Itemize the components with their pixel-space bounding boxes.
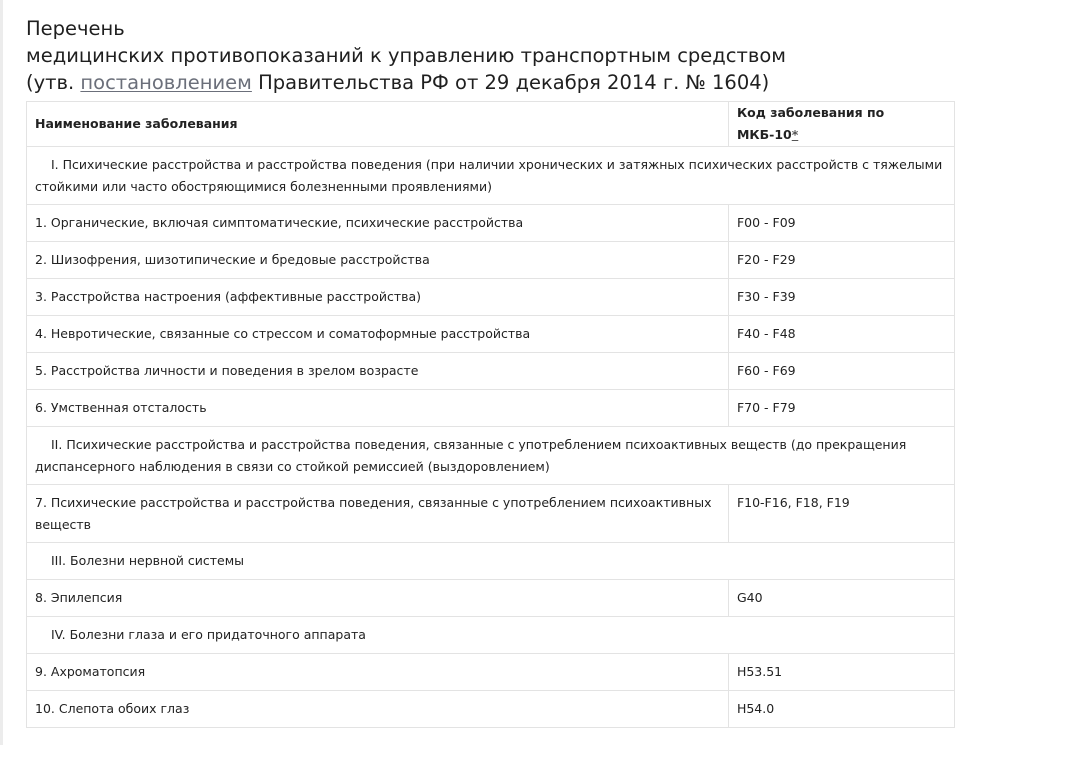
title-line-2: медицинских противопоказаний к управлению транспортным средством [26,44,787,67]
title-line-1: Перечень [26,17,125,40]
section-row [27,617,955,654]
disease-name-cell: 2. Шизофрения, шизотипические и бредовые расстройства [27,242,729,279]
section-cell [27,147,955,205]
disease-name-cell: 10. Слепота обоих глаз [27,691,729,728]
table-row [27,390,955,427]
section-cell [27,543,955,580]
header-icd-code [728,102,954,147]
section-cell [27,617,955,654]
disease-name-cell: 3. Расстройства настроения (аффективные расстройства) [27,279,729,316]
resolution-link[interactable]: постановлением [80,71,252,94]
section-title: I. Психические расстройства и расстройства поведения (при наличии хронических и затяжных психических расстройств с тяжелыми стойкими или часто обостряющимися болезненными проявлениями) [35,157,943,194]
title-line-3-prefix: (утв. [26,71,81,94]
section-row [27,543,955,580]
table-row [27,654,955,691]
title-line-3 [26,69,1026,96]
table-row [27,580,955,617]
header-icd-code-label: Код заболевания по МКБ-10 [736,105,885,142]
table-row [27,353,955,390]
disease-name-cell: 8. Эпилепсия [27,580,729,617]
icd-code-cell: H53.51 [728,654,954,691]
section-title: II. Психические расстройства и расстройства поведения, связанные с употреблением психоактивных веществ (до прекращения диспансерного наблюдения в связи со стойкой ремиссией (выздоровлением) [35,437,907,474]
disease-name-cell: 1. Органические, включая симптоматические, психические расстройства [27,205,729,242]
table-body [27,147,955,728]
icd-code-cell: F60 - F69 [728,353,954,390]
section-cell [27,427,955,485]
icd-code-cell: H54.0 [728,691,954,728]
icd-code-cell: F70 - F79 [728,390,954,427]
contraindications-table [26,101,955,728]
table-row [27,205,955,242]
icd-code-cell: F40 - F48 [728,316,954,353]
section-row [27,147,955,205]
disease-name-cell: 9. Ахроматопсия [27,654,729,691]
title-line-3-suffix: Правительства РФ от 29 декабря 2014 г. № 1604) [251,71,770,94]
table-row [27,485,955,543]
disease-name-cell: 7. Психические расстройства и расстройства поведения, связанные с употреблением психоактивных веществ [27,485,729,543]
icd-code-cell: F30 - F39 [728,279,954,316]
table-row [27,691,955,728]
icd-code-cell: F10-F16, F18, F19 [728,485,954,543]
icd-code-cell: F00 - F09 [728,205,954,242]
table-row [27,242,955,279]
header-disease-name: Наименование заболевания [27,102,729,147]
section-row [27,427,955,485]
disease-name-cell: 4. Невротические, связанные со стрессом и соматоформные расстройства [27,316,729,353]
icd-code-cell: G40 [728,580,954,617]
left-edge-shade [0,0,3,745]
footnote-link[interactable]: * [791,127,799,142]
document-title [26,15,1026,96]
disease-name-cell: 6. Умственная отсталость [27,390,729,427]
section-title: IV. Болезни глаза и его придаточного аппарата [51,627,366,642]
table-row [27,279,955,316]
table-row [27,316,955,353]
icd-code-cell: F20 - F29 [728,242,954,279]
table-header-row [27,102,955,147]
disease-name-cell: 5. Расстройства личности и поведения в зрелом возрасте [27,353,729,390]
section-title: III. Болезни нервной системы [51,553,245,568]
